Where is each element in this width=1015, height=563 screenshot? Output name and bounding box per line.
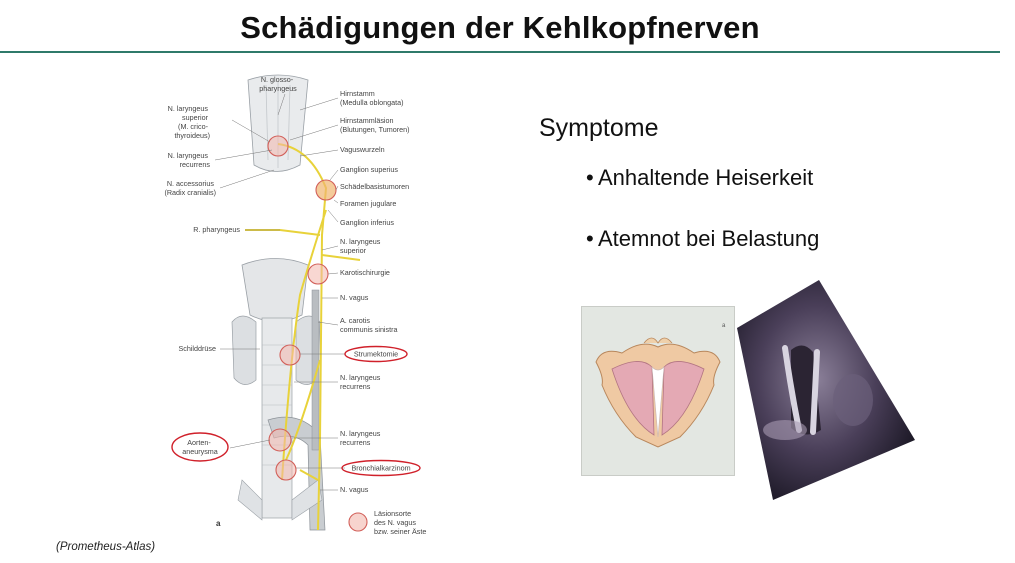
label-r-pharyngeus: R. pharyngeus — [193, 225, 240, 234]
label-n-accessorius: N. accessorius (Radix cranialis) — [164, 179, 216, 197]
label-n-laryngeus-recurrens-left: N. laryngeus recurrens — [167, 151, 210, 169]
lesion-skull-base — [316, 180, 336, 200]
label-a-carotis: A. carotis communis sinistra — [340, 316, 398, 334]
right-labels — [340, 89, 420, 494]
lesion-bronchial — [276, 460, 296, 480]
label-n-vagus-2: N. vagus — [340, 485, 369, 494]
bullet-dot: • — [586, 226, 594, 251]
lesion-thyroid — [280, 345, 300, 365]
label-n-laryngeus-superior-right: N. laryngeus superior — [340, 237, 381, 255]
symptom-item — [586, 165, 813, 191]
label-n-laryngeus-recurrens-right-1: N. laryngeus recurrens — [340, 373, 381, 391]
symptom-item — [586, 226, 819, 252]
left-labels — [164, 104, 240, 353]
title-underline — [0, 51, 1000, 53]
label-schaedelbasistumoren: Schädelbasistumoren — [340, 182, 410, 191]
svg-text:a: a — [722, 323, 726, 329]
source-caption: (Prometheus-Atlas) — [56, 541, 156, 553]
legend-lesion-swatch — [349, 513, 367, 531]
symptoms-heading: Symptome — [539, 114, 659, 142]
symptom-text: Atemnot bei Belastung — [598, 226, 820, 251]
label-n-laryngeus-superior-left: N. laryngeus superior (M. crico- thyroideus) — [167, 104, 210, 140]
laryngoscopy-photo — [725, 280, 1015, 500]
label-schilddruese: Schilddrüse — [178, 344, 216, 353]
label-hirnstammlaesion: Hirnstammläsion (Blutungen, Tumoren) — [340, 116, 410, 134]
label-ganglion-superius: Ganglion superius — [340, 165, 398, 174]
label-hirnstamm: Hirnstamm (Medulla oblongata) — [340, 89, 404, 107]
label-karotischirurgie: Karotischirurgie — [340, 268, 390, 277]
lesion-carotid — [308, 264, 328, 284]
symptom-text: Anhaltende Heiserkeit — [598, 165, 814, 190]
larynx-illustration — [581, 306, 735, 476]
larynx-trachea-illustration — [232, 259, 325, 531]
label-foramen-jugulare: Foramen jugulare — [340, 199, 397, 208]
label-bronchialkarzinom: Bronchialkarzinom — [351, 463, 411, 473]
label-n-laryngeus-recurrens-right-2: N. laryngeus recurrens — [340, 429, 381, 447]
label-n-glossopharyngeus: N. glosso- pharyngeus — [259, 75, 297, 93]
label-vaguswurzeln: Vaguswurzeln — [340, 145, 385, 154]
lesion-aorta — [269, 429, 291, 451]
label-n-vagus-1: N. vagus — [340, 293, 369, 302]
figure-letter: a — [216, 519, 221, 528]
label-strumektomie: Strumektomie — [353, 349, 399, 359]
label-aortenaneurysma: Aorten- aneurysma — [182, 438, 218, 456]
lesion-brainstem — [268, 136, 288, 156]
legend — [349, 509, 426, 536]
label-ganglion-inferius: Ganglion inferius — [340, 218, 394, 227]
legend-label: Läsionsorte des N. vagus bzw. seiner Äste — [374, 509, 427, 536]
slide-title: Schädigungen der Kehlkopfnerven — [240, 10, 760, 45]
vagus-nerve-diagram — [150, 60, 470, 536]
bullet-dot: • — [586, 165, 594, 190]
